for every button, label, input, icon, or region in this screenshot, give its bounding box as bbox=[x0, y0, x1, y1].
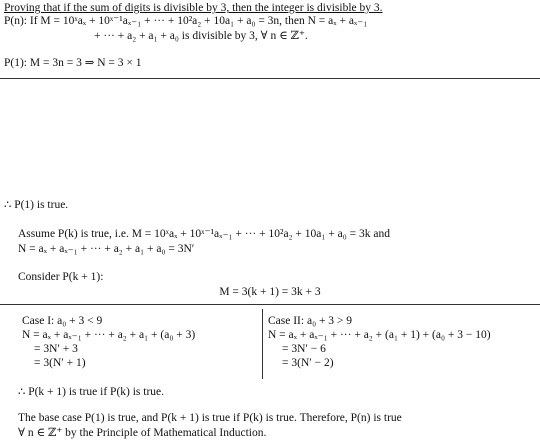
consider-heading: Consider P(k + 1): bbox=[18, 271, 104, 283]
proof-title: Proving that if the sum of digits is divisible by 3, then the integer is divisible by 3. bbox=[4, 2, 383, 14]
divider-vertical bbox=[262, 309, 263, 379]
case-two-line-2: = 3N′ − 6 bbox=[282, 343, 326, 355]
divider-cases bbox=[0, 304, 540, 305]
consider-equation: M = 3(k + 1) = 3k + 3 bbox=[219, 286, 321, 298]
case-two-line-3: = 3(N′ − 2) bbox=[282, 357, 334, 369]
divider-top bbox=[0, 78, 540, 79]
pk1-true-statement: ∴ P(k + 1) is true if P(k) is true. bbox=[18, 386, 165, 398]
case-one-line-2: = 3N′ + 3 bbox=[34, 343, 78, 355]
assume-line-2: N = aₓ + aₓ₋₁ + ··· + a₂ + a₁ + a₀ = 3N′ bbox=[18, 243, 195, 255]
statement-line-1: P(n): If M = 10ˣaₓ + 10ˣ⁻¹aₓ₋₁ + ··· + 10²a₂ + 10a₁ + a₀ = 3n, then N = aₓ + aₓ₋₁ bbox=[4, 15, 368, 27]
case-one-heading: Case I: a₀ + 3 < 9 bbox=[22, 315, 103, 327]
case-one-line-1: N = aₓ + aₓ₋₁ + ··· + a₂ + a₁ + (a₀ + 3) bbox=[22, 329, 196, 341]
case-two-line-1: N = aₓ + aₓ₋₁ + ··· + a₂ + (a₁ + 1) + (a₀ + 3 − 10) bbox=[268, 329, 491, 341]
statement-line-2: + ··· + a₂ + a₁ + a₀ is divisible by 3, ∀ n ∈ ℤ⁺. bbox=[94, 30, 308, 42]
conclusion-line-2: ∀ n ∈ ℤ⁺ by the Principle of Mathematical Induction. bbox=[18, 427, 267, 439]
p1-true-statement: ∴ P(1) is true. bbox=[4, 199, 69, 211]
assume-line-1: Assume P(k) is true, i.e. M = 10ˣaₓ + 10ˣ⁻¹aₓ₋₁ + ··· + 10²a₂ + 10a₁ + a₀ = 3k and bbox=[18, 228, 390, 240]
case-two-heading: Case II: a₀ + 3 > 9 bbox=[268, 315, 353, 327]
base-case-check: P(1): M = 3n = 3 ⇒ N = 3 × 1 bbox=[4, 57, 142, 69]
case-one-line-3: = 3(N′ + 1) bbox=[34, 357, 86, 369]
conclusion-line-1: The base case P(1) is true, and P(k + 1) is true if P(k) is true. Therefore, P(n) is true bbox=[18, 412, 402, 424]
